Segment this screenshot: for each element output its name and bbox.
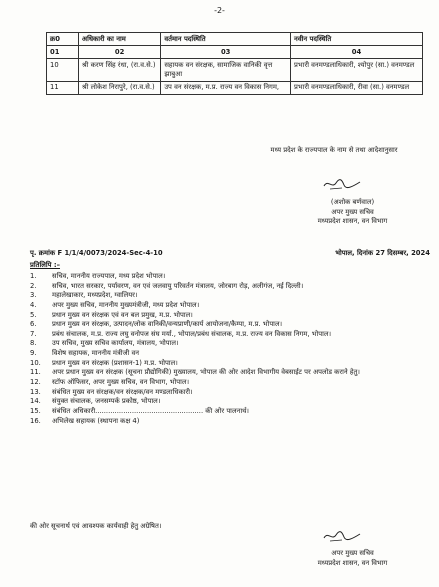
list-item-number: 9. (30, 349, 37, 358)
signer-designation: अपर मुख्य सचिव (331, 549, 374, 557)
list-item-text: अपर मुख्य सचिव, माननीय मुख्यमंत्रीजी, मध्य प्रदेश भोपाल। (52, 300, 200, 309)
list-item-number: 1. (30, 272, 37, 280)
list-item-number: 4. (30, 300, 37, 309)
list-item-text: प्रधान मुख्य वन संरक्षक (प्रशासन-1) म.प्र. भोपाल। (52, 358, 178, 367)
row-sno: 10 (47, 59, 79, 81)
row-sno: 11 (47, 81, 79, 94)
header-sno: क्र0 (47, 33, 79, 46)
list-item-number: 7. (30, 329, 37, 338)
endorsement-date: भोपाल, दिनांक 27 दिसम्बर, 2024 (335, 249, 430, 257)
list-item-text: अपर प्रधान मुख्य वन संरक्षक (सूचना प्रौद्योगिकी) मुख्यालय, भोपाल की ओर आदेश विभागीय वेबसाईट पर अपलोड कराने हेतु। (52, 368, 360, 377)
row-new-posting: प्रभारी वनमण्डलाधिकारी, श्योपुर (सा.) वनमण्डल (291, 59, 423, 81)
row-new-posting: प्रभारी वनमण्डलाधिकारी, रीवा (सा.) वनमण्डल (291, 81, 423, 94)
list-item-number: 10. (30, 358, 41, 367)
officers-table (46, 32, 423, 95)
list-item-number: 14. (30, 397, 41, 406)
row-current-posting: उप वन संरक्षक, म.प्र. राज्य वन विकास निगम, (161, 81, 291, 94)
list-item (30, 291, 428, 301)
table-row (47, 81, 423, 94)
list-item-text: स्टॉफ ऑफिसर, अपर मुख्य सचिव, वन विभाग, भोपाल। (52, 378, 190, 387)
signature-mark (322, 529, 362, 543)
list-item-text: महालेखाकार, मध्यप्रदेश, ग्वालियर। (52, 291, 138, 300)
closing-line: की ओर सूचनार्थ एवं आवश्यक कार्यवाही हेतु अग्रेषित। (30, 522, 162, 530)
list-item-text: संबंधित मुख्य वन संरक्षक/वन संरक्षक/वन मण्डलाधिकारी। (52, 387, 193, 396)
list-item-number: 5. (30, 310, 37, 319)
list-item (30, 397, 428, 407)
list-item (30, 272, 428, 282)
list-item-number: 8. (30, 339, 37, 348)
list-item (30, 368, 428, 378)
list-item-text: सचिव, भारत सरकार, पर्यावरण, वन एवं जलवायु परिवर्तन मंत्रालय, जोरबाग रोड़, अलीगंज, नई दिल्ली। (52, 281, 304, 290)
list-item (30, 417, 428, 427)
row-officer-name: श्री करण सिंह रंधा, (रा.व.से.) (78, 59, 160, 81)
list-item (30, 378, 428, 388)
column-number: 01 (47, 46, 79, 59)
list-item-number: 13. (30, 387, 41, 396)
list-item (30, 349, 428, 359)
column-number: 02 (78, 46, 160, 59)
list-item-number: 3. (30, 291, 37, 300)
list-item-number: 12. (30, 378, 41, 387)
signer-department: मध्यप्रदेश शासन, वन विभाग (317, 217, 388, 226)
list-item (30, 359, 428, 369)
list-item-number: 11. (30, 368, 41, 377)
row-officer-name: श्री लोकेश निरापुरे, (रा.व.से.) (78, 81, 160, 94)
list-item-number: 15. (30, 406, 41, 415)
column-number-row (47, 46, 423, 59)
list-item-text: अभिलेख सहायक (स्थापना कक्ष 4) (52, 416, 140, 425)
list-item-text: विशेष सहायक, माननीय मंत्रीजी वन (52, 349, 140, 358)
row-current-posting: सहायक वन संरक्षक, सामाजिक वानिकी वृत्त झाबुआ (161, 59, 291, 81)
list-item (30, 388, 428, 398)
signature-block (280, 549, 425, 568)
list-item (30, 339, 428, 349)
column-number: 03 (161, 46, 291, 59)
order-authority-line: मध्य प्रदेश के राज्यपाल के नाम से तथा आदेशानुसार (270, 146, 398, 154)
list-item-text: सचिव, माननीय राज्यपाल, मध्य प्रदेश भोपाल। (52, 272, 166, 280)
list-item-number: 6. (30, 320, 37, 329)
recipient-list (30, 272, 428, 426)
list-item-number: 2. (30, 281, 37, 290)
table-header-row (47, 33, 423, 46)
list-item (30, 282, 428, 292)
list-item (30, 320, 428, 330)
header-new: नवीन पदस्थिति (291, 33, 423, 46)
signature-block (280, 198, 425, 227)
list-item (30, 407, 428, 417)
copy-to-label: प्रतिलिपि :– (30, 261, 60, 269)
list-item (30, 311, 428, 321)
list-item-text: प्रबंध संचालक, म.प्र. राज्य लघु वनोपज संघ मर्या., भोपाल/प्रबंध संचालक, म.प्र. राज्य वन विकास निगम, भोपाल। (52, 329, 332, 338)
list-item (30, 301, 428, 311)
endorsement-line (30, 248, 430, 257)
table-row (47, 59, 423, 81)
header-current: वर्तमान पदस्थिति (161, 33, 291, 46)
column-number: 04 (291, 46, 423, 59)
signer-name: (अशोक बर्णवाल) (330, 198, 375, 206)
signer-designation: अपर मुख्य सचिव (331, 207, 374, 216)
page-number: -2- (214, 6, 225, 15)
list-item-text: संबंधित अधिकारी.................................................. की ओर पालनार्थ। (52, 406, 250, 415)
list-item-text: प्रधान मुख्य वन संरक्षक, उत्पादन/लोक वानिकी/वन्यप्राणी/कार्य आयोजना/कैम्पा, म.प्र. भोपाल। (52, 320, 283, 329)
signature-mark (322, 177, 362, 191)
list-item-number: 16. (30, 416, 41, 425)
signer-department: मध्यप्रदेश शासन, वन विभाग (317, 558, 388, 567)
list-item-text: प्रधान मुख्य वन संरक्षक एवं वन बल प्रमुख, म.प्र. भोपाल। (52, 310, 193, 319)
header-name: अधिकारी का नाम (78, 33, 160, 46)
endorsement-ref: पृ. क्रमांक F 1/1/4/0073/2024-Sec-4-10 (30, 249, 163, 257)
list-item-text: उप सचिव, मुख्य सचिव कार्यालय, मंत्रालय, भोपाल। (52, 339, 179, 348)
list-item-text: संयुक्त संचालक, जनसम्पर्क प्रकोष्ठ, भोपाल। (52, 397, 161, 406)
